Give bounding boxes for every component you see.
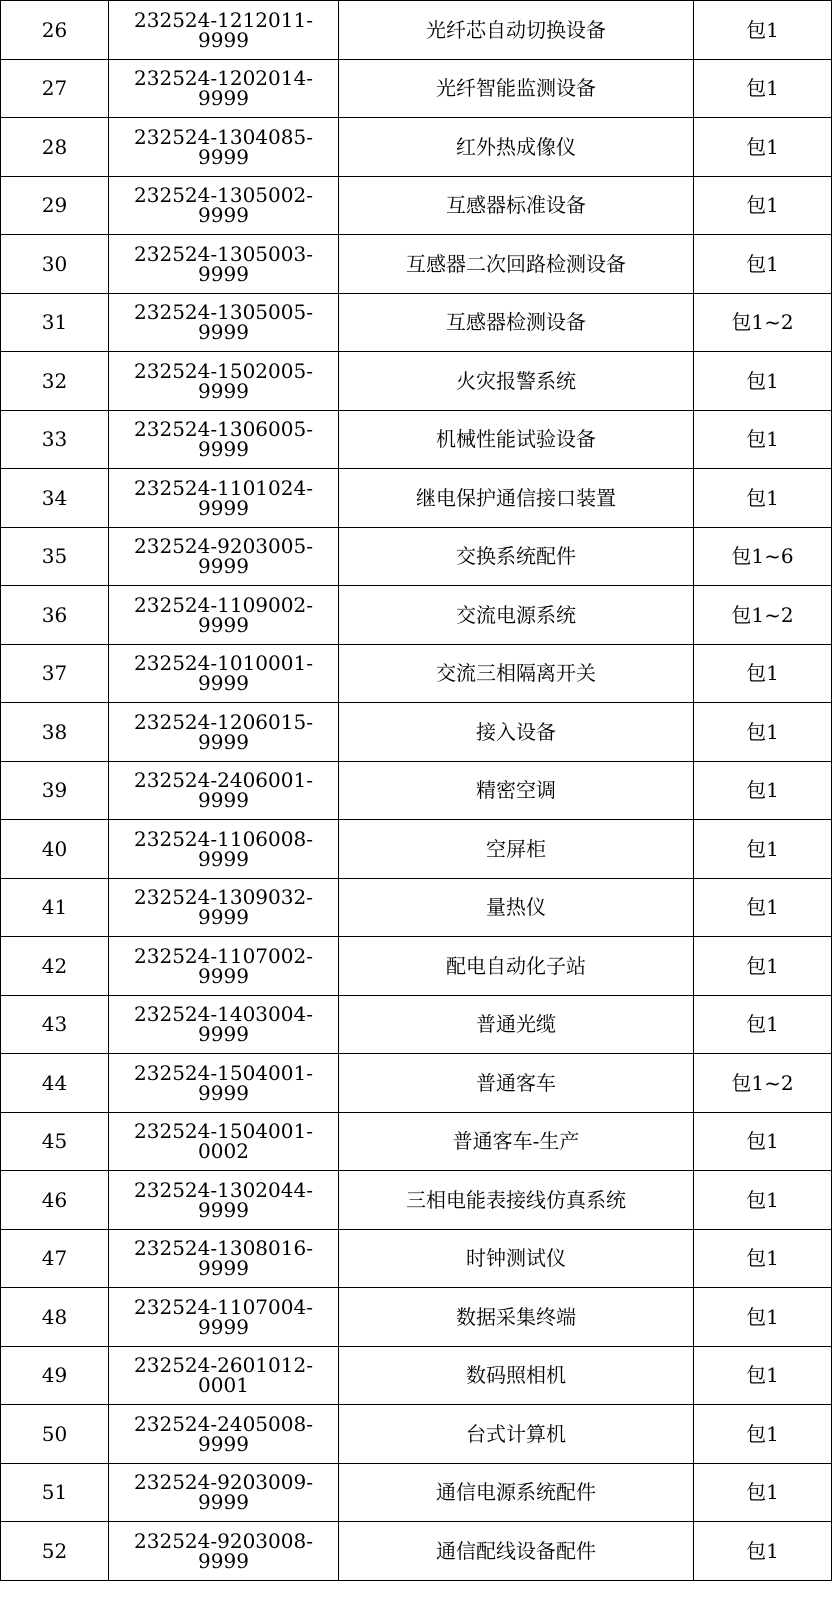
material-code — [109, 1405, 339, 1464]
material-code — [109, 1112, 339, 1171]
table-body — [1, 1, 832, 1581]
material-code-line1: 232524-1309032- — [134, 885, 313, 910]
material-code — [109, 1229, 339, 1288]
material-name: 数码照相机 — [339, 1346, 694, 1405]
material-code — [109, 878, 339, 937]
package-number: 包1 — [694, 176, 832, 235]
material-code — [109, 469, 339, 528]
table-row — [1, 118, 832, 177]
table-row — [1, 527, 832, 586]
table-row — [1, 820, 832, 879]
package-number: 包1 — [694, 410, 832, 469]
material-name: 量热仪 — [339, 878, 694, 937]
row-number: 39 — [1, 761, 109, 820]
package-number: 包1 — [694, 1346, 832, 1405]
material-name: 火灾报警系统 — [339, 352, 694, 411]
table-row — [1, 703, 832, 762]
package-number: 包1~2 — [694, 293, 832, 352]
package-number: 包1 — [694, 118, 832, 177]
material-code — [109, 937, 339, 996]
row-number: 38 — [1, 703, 109, 762]
package-number: 包1 — [694, 1522, 832, 1581]
material-name: 普通光缆 — [339, 995, 694, 1054]
material-code-line1: 232524-9203009- — [134, 1470, 313, 1495]
row-number: 42 — [1, 937, 109, 996]
table-row — [1, 352, 832, 411]
material-code-line2: 9999 — [198, 671, 249, 696]
package-number: 包1 — [694, 820, 832, 879]
material-code-line2: 9999 — [198, 905, 249, 930]
material-code-line2: 9999 — [198, 378, 249, 403]
material-name: 交流三相隔离开关 — [339, 644, 694, 703]
row-number: 48 — [1, 1288, 109, 1347]
package-number: 包1 — [694, 469, 832, 528]
material-code-line1: 232524-1502005- — [134, 358, 313, 383]
material-code-line2: 9999 — [198, 320, 249, 345]
material-code-line1: 232524-9203008- — [134, 1528, 313, 1553]
material-name: 配电自动化子站 — [339, 937, 694, 996]
row-number: 52 — [1, 1522, 109, 1581]
material-code-line1: 232524-1305003- — [134, 241, 313, 266]
material-code — [109, 59, 339, 118]
material-name: 通信电源系统配件 — [339, 1463, 694, 1522]
material-name: 交流电源系统 — [339, 586, 694, 645]
row-number: 45 — [1, 1112, 109, 1171]
material-name: 通信配线设备配件 — [339, 1522, 694, 1581]
row-number: 36 — [1, 586, 109, 645]
package-number: 包1 — [694, 1, 832, 60]
material-code-line1: 232524-1403004- — [134, 1002, 313, 1027]
package-number: 包1 — [694, 235, 832, 294]
material-code-line1: 232524-1306005- — [134, 417, 313, 442]
package-number: 包1 — [694, 644, 832, 703]
material-code-line2: 9999 — [198, 27, 249, 52]
material-code-line2: 9999 — [198, 1490, 249, 1515]
material-code-line1: 232524-1202014- — [134, 66, 313, 91]
material-name: 接入设备 — [339, 703, 694, 762]
package-number: 包1 — [694, 1463, 832, 1522]
row-number: 31 — [1, 293, 109, 352]
package-number: 包1 — [694, 878, 832, 937]
material-code — [109, 1, 339, 60]
row-number: 49 — [1, 1346, 109, 1405]
row-number: 44 — [1, 1054, 109, 1113]
material-code-line1: 232524-2406001- — [134, 768, 313, 793]
material-name: 互感器二次回路检测设备 — [339, 235, 694, 294]
table-row — [1, 878, 832, 937]
material-code-line1: 232524-1302044- — [134, 1177, 313, 1202]
table-row — [1, 1, 832, 60]
material-code-line2: 9999 — [198, 437, 249, 462]
row-number: 34 — [1, 469, 109, 528]
row-number: 40 — [1, 820, 109, 879]
material-code-line1: 232524-1107004- — [134, 1294, 313, 1319]
material-code-line1: 232524-1305005- — [134, 300, 313, 325]
table-row — [1, 469, 832, 528]
material-code — [109, 527, 339, 586]
package-number: 包1 — [694, 1171, 832, 1230]
table-row — [1, 1054, 832, 1113]
material-code — [109, 410, 339, 469]
material-name: 互感器标准设备 — [339, 176, 694, 235]
material-name: 三相电能表接线仿真系统 — [339, 1171, 694, 1230]
material-code-line1: 232524-2601012- — [134, 1353, 313, 1378]
material-code-line2: 9999 — [198, 495, 249, 520]
material-code-line1: 232524-1206015- — [134, 709, 313, 734]
table-row — [1, 293, 832, 352]
material-code-line2: 9999 — [198, 846, 249, 871]
material-code-line2: 9999 — [198, 86, 249, 111]
material-code-line2: 9999 — [198, 1548, 249, 1573]
table-row — [1, 995, 832, 1054]
material-code — [109, 118, 339, 177]
package-number: 包1 — [694, 995, 832, 1054]
table-row — [1, 1229, 832, 1288]
material-code — [109, 761, 339, 820]
material-name: 继电保护通信接口装置 — [339, 469, 694, 528]
material-code — [109, 703, 339, 762]
table-row — [1, 1346, 832, 1405]
material-code-line1: 232524-1101024- — [134, 475, 313, 500]
material-name: 普通客车-生产 — [339, 1112, 694, 1171]
material-code-line1: 232524-9203005- — [134, 534, 313, 559]
package-number: 包1 — [694, 1405, 832, 1464]
material-code-line2: 9999 — [198, 1197, 249, 1222]
material-code — [109, 820, 339, 879]
material-code-line1: 232524-1304085- — [134, 124, 313, 149]
package-number: 包1 — [694, 352, 832, 411]
material-code-line2: 0002 — [198, 1139, 249, 1164]
material-code — [109, 1054, 339, 1113]
row-number: 46 — [1, 1171, 109, 1230]
material-code-line1: 232524-1106008- — [134, 826, 313, 851]
package-number: 包1 — [694, 59, 832, 118]
package-number: 包1~6 — [694, 527, 832, 586]
table-row — [1, 937, 832, 996]
row-number: 32 — [1, 352, 109, 411]
material-code-line2: 9999 — [198, 1314, 249, 1339]
row-number: 30 — [1, 235, 109, 294]
row-number: 41 — [1, 878, 109, 937]
material-code — [109, 293, 339, 352]
material-code-line1: 232524-1107002- — [134, 943, 313, 968]
table-row — [1, 59, 832, 118]
material-code-line1: 232524-1010001- — [134, 651, 313, 676]
package-number: 包1 — [694, 1288, 832, 1347]
material-name: 光纤芯自动切换设备 — [339, 1, 694, 60]
material-name: 红外热成像仪 — [339, 118, 694, 177]
package-number: 包1~2 — [694, 586, 832, 645]
material-code-line2: 9999 — [198, 1080, 249, 1105]
material-code-line2: 9999 — [198, 729, 249, 754]
table-row — [1, 1463, 832, 1522]
material-code-line2: 9999 — [198, 1431, 249, 1456]
material-code — [109, 644, 339, 703]
material-name: 互感器检测设备 — [339, 293, 694, 352]
material-name: 台式计算机 — [339, 1405, 694, 1464]
row-number: 35 — [1, 527, 109, 586]
material-code — [109, 1171, 339, 1230]
material-code-line1: 232524-2405008- — [134, 1411, 313, 1436]
material-name: 光纤智能监测设备 — [339, 59, 694, 118]
material-code-line1: 232524-1109002- — [134, 592, 313, 617]
row-number: 28 — [1, 118, 109, 177]
table-row — [1, 176, 832, 235]
material-code-line2: 9999 — [198, 788, 249, 813]
table-row — [1, 1112, 832, 1171]
material-code-line2: 9999 — [198, 261, 249, 286]
package-number: 包1 — [694, 1229, 832, 1288]
material-code-line2: 9999 — [198, 1256, 249, 1281]
material-code-line2: 9999 — [198, 1022, 249, 1047]
material-name: 空屏柜 — [339, 820, 694, 879]
row-number: 33 — [1, 410, 109, 469]
table-row — [1, 1522, 832, 1581]
package-number: 包1~2 — [694, 1054, 832, 1113]
material-code — [109, 1288, 339, 1347]
material-code-line1: 232524-1308016- — [134, 1236, 313, 1261]
material-code — [109, 176, 339, 235]
material-code — [109, 1463, 339, 1522]
material-code — [109, 1522, 339, 1581]
material-code-line2: 0001 — [198, 1373, 249, 1398]
material-name: 普通客车 — [339, 1054, 694, 1113]
material-code-line2: 9999 — [198, 963, 249, 988]
material-name: 数据采集终端 — [339, 1288, 694, 1347]
material-name: 精密空调 — [339, 761, 694, 820]
table-row — [1, 1288, 832, 1347]
table-row — [1, 1405, 832, 1464]
row-number: 26 — [1, 1, 109, 60]
row-number: 43 — [1, 995, 109, 1054]
material-code — [109, 352, 339, 411]
material-name: 交换系统配件 — [339, 527, 694, 586]
table-row — [1, 761, 832, 820]
material-code-line1: 232524-1504001- — [134, 1060, 313, 1085]
package-number: 包1 — [694, 703, 832, 762]
package-number: 包1 — [694, 761, 832, 820]
material-code-line2: 9999 — [198, 203, 249, 228]
table-row — [1, 644, 832, 703]
table-row — [1, 235, 832, 294]
row-number: 37 — [1, 644, 109, 703]
material-code-line1: 232524-1305002- — [134, 183, 313, 208]
row-number: 51 — [1, 1463, 109, 1522]
material-code — [109, 1346, 339, 1405]
row-number: 29 — [1, 176, 109, 235]
row-number: 47 — [1, 1229, 109, 1288]
material-code-line1: 232524-1212011- — [134, 7, 313, 32]
material-code — [109, 586, 339, 645]
material-code-line1: 232524-1504001- — [134, 1119, 313, 1144]
row-number: 50 — [1, 1405, 109, 1464]
material-code-line2: 9999 — [198, 144, 249, 169]
material-name: 时钟测试仪 — [339, 1229, 694, 1288]
package-number: 包1 — [694, 1112, 832, 1171]
material-code — [109, 995, 339, 1054]
table-row — [1, 586, 832, 645]
material-name: 机械性能试验设备 — [339, 410, 694, 469]
material-code — [109, 235, 339, 294]
material-code-line2: 9999 — [198, 612, 249, 637]
material-code-line2: 9999 — [198, 554, 249, 579]
table-row — [1, 410, 832, 469]
table-row — [1, 1171, 832, 1230]
row-number: 27 — [1, 59, 109, 118]
package-number: 包1 — [694, 937, 832, 996]
